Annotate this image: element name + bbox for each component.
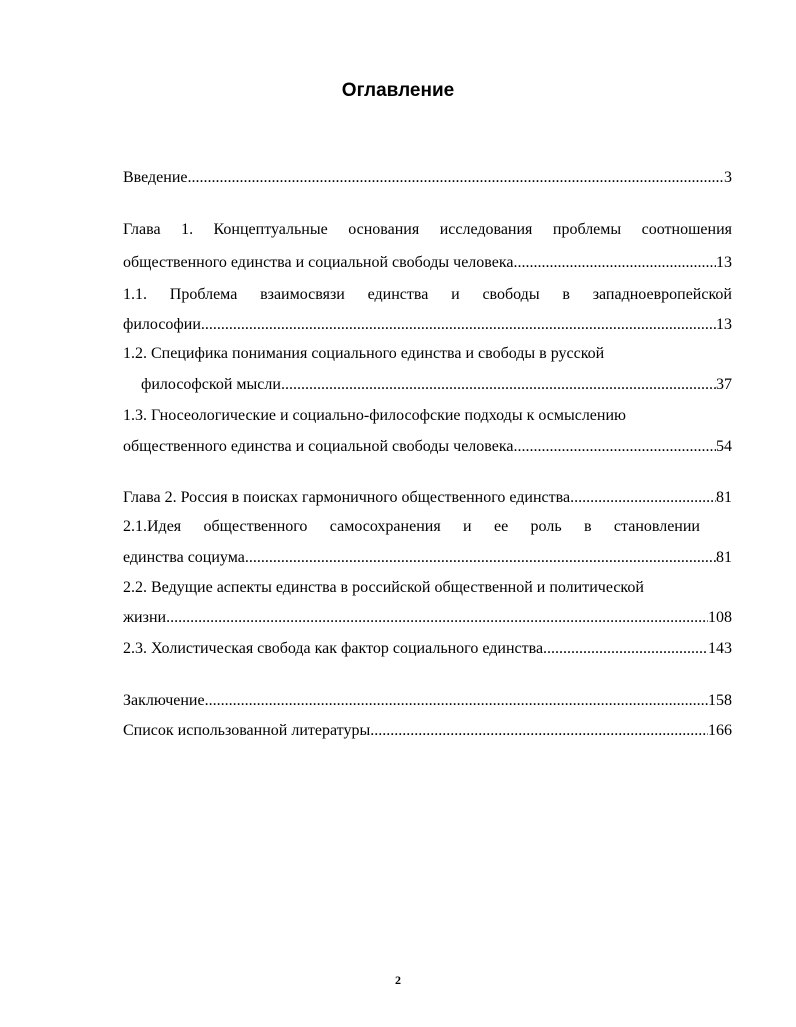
toc-entry-text: Введение <box>123 169 188 186</box>
dot-leader <box>166 607 708 629</box>
toc-page-number: 81 <box>716 489 732 506</box>
toc-entry-section-2-1-line-1: 2.1.Идея общественного самосохранения и ее роль в становлении <box>123 518 700 535</box>
toc-entry-text: общественного единства и социальной свободы человека. <box>123 254 518 271</box>
toc-entry-text: общественного единства и социальной свободы человека <box>123 438 514 455</box>
toc-page-number: 3 <box>724 169 732 186</box>
toc-page-number: 13 <box>716 254 732 271</box>
toc-entry-section-2-2-line-2 <box>123 607 732 629</box>
toc-entry-chapter-1-line-2 <box>123 252 732 274</box>
toc-page-number: 54 <box>716 438 732 455</box>
toc-entry-section-2-2-line-1: 2.2. Ведущие аспекты единства в российской общественной и политической <box>123 579 644 596</box>
dot-leader <box>370 720 708 742</box>
toc-entry-text: Заключение <box>123 692 205 709</box>
toc-entry-chapter-2 <box>123 487 732 509</box>
toc-entry-section-1-3-line-2 <box>123 436 732 458</box>
toc-entry-section-1-2-line-2 <box>141 374 732 396</box>
toc-entry-bibliography <box>123 720 732 742</box>
toc-entry-text: Глава 2. Россия в поисках гармоничного общественного единства <box>123 489 571 506</box>
toc-entry-text: философии <box>123 316 201 333</box>
dot-leader <box>245 547 716 569</box>
toc-entry-section-2-3 <box>123 638 732 660</box>
toc-entry-text: Список использованной литературы <box>123 722 371 739</box>
toc-entry-text: жизни <box>123 609 167 626</box>
dot-leader <box>570 487 716 509</box>
toc-entry-intro <box>123 167 732 189</box>
toc-entry-section-1-2-line-1: 1.2. Специфика понимания социального единства и свободы в русской <box>123 345 605 362</box>
toc-entry-section-2-1-line-2 <box>123 547 732 569</box>
toc-page-number: 13 <box>716 316 732 333</box>
toc-entry-text: 2.3. Холистическая свобода как фактор социального единства <box>123 640 544 657</box>
dot-leader <box>188 167 725 189</box>
toc-page-number: 143 <box>708 640 732 657</box>
toc-entry-conclusion <box>123 690 732 712</box>
toc-page-number: 81 <box>716 549 732 566</box>
toc-entry-text: единства социума <box>123 549 245 566</box>
dot-leader <box>205 690 708 712</box>
toc-page-number: 37 <box>716 376 732 393</box>
dot-leader <box>281 374 716 396</box>
toc-entry-section-1-3-line-1: 1.3. Гносеологические и социально-философские подходы к осмыслению <box>123 407 626 424</box>
toc-page-number: 158 <box>708 692 732 709</box>
toc-page-number: 108 <box>708 609 732 626</box>
dot-leader <box>201 314 716 336</box>
toc-entry-section-1-1-line-2 <box>123 314 732 336</box>
toc-entry-section-1-1-line-1: 1.1. Проблема взаимосвязи единства и свободы в западноевропейской <box>123 286 732 303</box>
page-title: Оглавление <box>341 80 455 101</box>
toc-entry-text: философской мысли <box>141 376 281 393</box>
dot-leader <box>517 252 716 274</box>
toc-entry-chapter-1-line-1: Глава 1. Концептуальные основания исследования проблемы соотношения <box>123 221 732 238</box>
dot-leader <box>513 436 716 458</box>
toc-page-number: 166 <box>708 722 732 739</box>
dot-leader <box>543 638 708 660</box>
page-number: 2 <box>395 973 401 987</box>
